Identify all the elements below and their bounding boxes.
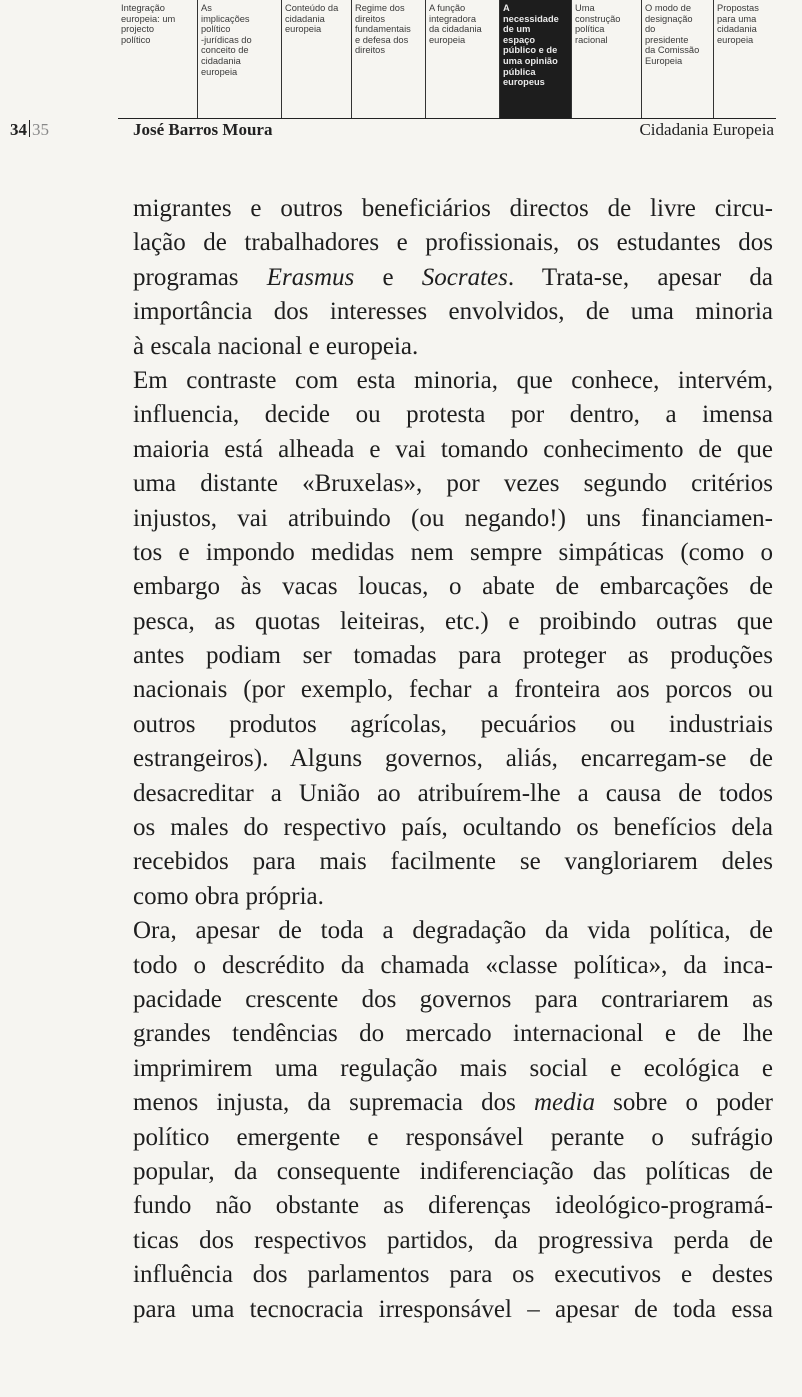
nav-table-cell: O modo de designação do presidente da Comissão Europeia (642, 0, 714, 118)
text-line: desacreditar a União ao atribuírem-lhe a causa de todos (133, 779, 773, 807)
text-line: importância dos interesses envolvidos, de uma minoria (133, 298, 773, 326)
current-page-number: 34 (10, 120, 27, 139)
text-line: maioria está alheada e vai tomando conhecimento de que (133, 435, 773, 463)
page-number-divider (29, 120, 30, 137)
text-line: uma distante «Bruxelas», por vezes segundo critérios (133, 470, 773, 498)
chapter-navigation-table (118, 0, 776, 119)
page-numbers (10, 120, 49, 140)
body-text (133, 192, 773, 1327)
text-line: influência dos parlamentos para os executivos e destes (133, 1261, 773, 1289)
text-line: tos e impondo medidas nem sempre simpáticas (como o (133, 538, 773, 566)
nav-table-cell: A função integradora da cidadania europeia (426, 0, 500, 118)
text-line: lação de trabalhadores e profissionais, os estudantes dos (133, 229, 773, 257)
text-line: pesca, as quotas leiteiras, etc.) e proibindo outras que (133, 607, 773, 635)
text-line: para uma tecnocracia irresponsável – apesar de toda essa (133, 1295, 773, 1323)
text-line: nacionais (por exemplo, fechar a fronteira aos porcos ou (133, 676, 773, 704)
text-line: fundo não obstante as diferenças ideológico-programá- (133, 1192, 773, 1220)
nav-table-cell: Conteúdo da cidadania europeia (282, 0, 352, 118)
italic-term: Socrates (421, 263, 508, 291)
nav-table-cell: Regime dos direitos fundamentais e defesa dos direitos (352, 0, 426, 118)
italic-term: media (533, 1089, 596, 1117)
text-line: recebidos para mais facilmente se vangloriarem deles (133, 848, 773, 876)
text-line: influencia, decide ou protesta por dentro, a imensa (133, 401, 773, 429)
nav-table-cell: Uma construção política racional (572, 0, 642, 118)
text-line: menos injusta, da supremacia dos media sobre o poder (133, 1089, 773, 1117)
running-header-author: José Barros Moura (133, 120, 273, 139)
text-line: injustos, vai atribuindo (ou negando!) uns financiamen- (133, 504, 773, 532)
nav-table-cell: Propostas para uma cidadania europeia (717, 3, 759, 45)
text-line: político emergente e responsável perante o sufrágio (133, 1123, 773, 1151)
text-line: Ora, apesar de toda a degradação da vida política, de (133, 917, 773, 945)
text-line: migrantes e outros beneficiários directos de livre circu- (133, 195, 773, 222)
text-line: programas Erasmus e Socrates. Trata-se, apesar da (133, 263, 773, 291)
text-line: os males do respectivo país, ocultando os benefícios dela (133, 814, 773, 842)
text-line: embargo às vacas loucas, o abate de embarcações de (133, 573, 773, 601)
nav-table-cell: As implicações político -jurídicas do conceito de cidadania europeia (198, 0, 282, 118)
text-line: antes podiam ser tomadas para proteger as produções (133, 642, 773, 670)
text-line: como obra própria. (133, 882, 324, 910)
text-line: à escala nacional e europeia. (133, 332, 419, 360)
text-line: imprimirem uma regulação mais social e ecológica e (133, 1054, 773, 1082)
nav-table-cell: Integração europeia: um projecto político (118, 0, 198, 118)
text-line: ticas dos respectivos partidos, da progressiva perda de (133, 1226, 773, 1254)
facing-page-number: 35 (32, 120, 49, 139)
italic-term: Erasmus (266, 263, 355, 291)
text-line: outros produtos agrícolas, pecuários ou industriais (133, 710, 773, 738)
text-line: todo o descrédito da chamada «classe política», da inca- (133, 951, 773, 979)
text-line: Em contraste com esta minoria, que conhece, intervém, (133, 366, 773, 394)
text-line: estrangeiros). Alguns governos, aliás, encarregam-se de (133, 745, 773, 773)
text-line: pacidade crescente dos governos para contrariarem as (133, 985, 773, 1013)
running-header-book-title: Cidadania Europeia (639, 120, 774, 139)
text-line: popular, da consequente indiferenciação das políticas de (133, 1157, 773, 1185)
nav-table-cell-active: A necessidade de um espaço público e de uma opinião pública europeus (500, 0, 572, 118)
text-line: grandes tendências do mercado internacional e de lhe (133, 1020, 773, 1048)
